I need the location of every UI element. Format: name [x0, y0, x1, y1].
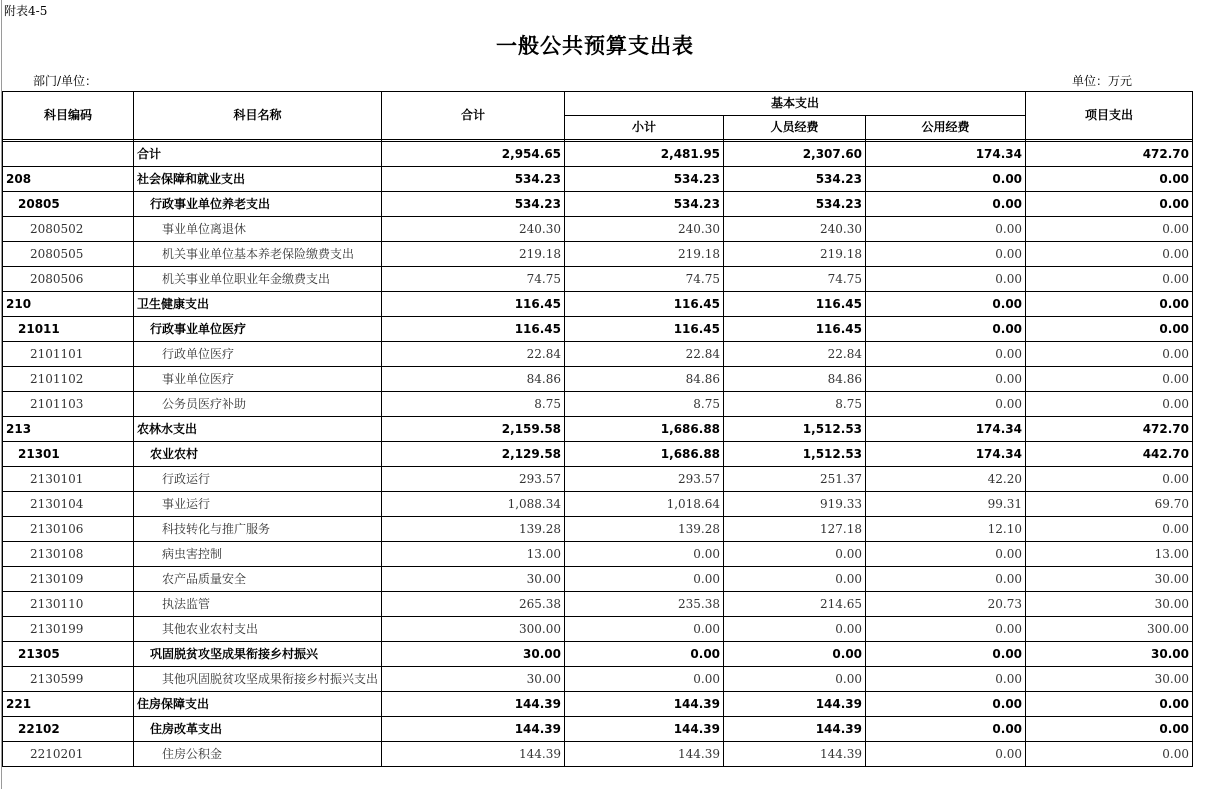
cell-project[interactable]: 0.00 — [1026, 342, 1193, 367]
cell-name[interactable]: 其他农业农村支出 — [134, 617, 382, 642]
cell-public[interactable]: 174.34 — [866, 442, 1026, 467]
table-row — [3, 467, 1193, 492]
table-row — [3, 667, 1193, 692]
cell-public[interactable]: 0.00 — [866, 342, 1026, 367]
cell-subtotal[interactable]: 534.23 — [565, 192, 724, 217]
cell-public[interactable]: 0.00 — [866, 217, 1026, 242]
cell-subtotal[interactable]: 534.23 — [565, 167, 724, 192]
cell-name[interactable]: 农林水支出 — [134, 417, 382, 442]
cell-code[interactable]: 2101101 — [3, 342, 134, 367]
cell-project[interactable]: 0.00 — [1026, 467, 1193, 492]
cell-project[interactable]: 0.00 — [1026, 692, 1193, 717]
cell-code[interactable]: 2130108 — [3, 542, 134, 567]
header-basic[interactable]: 基本支出 — [565, 92, 1026, 116]
cell-total[interactable]: 139.28 — [382, 517, 565, 542]
cell-subtotal[interactable]: 2,481.95 — [565, 142, 724, 167]
cell-subtotal[interactable]: 219.18 — [565, 242, 724, 267]
cell-personnel[interactable]: 0.00 — [724, 542, 866, 567]
cell-subtotal[interactable]: 0.00 — [565, 642, 724, 667]
table-row — [3, 317, 1193, 342]
cell-name[interactable]: 机关事业单位基本养老保险缴费支出 — [134, 242, 382, 267]
cell-total[interactable]: 30.00 — [382, 667, 565, 692]
cell-subtotal[interactable]: 0.00 — [565, 542, 724, 567]
cell-personnel[interactable]: 116.45 — [724, 292, 866, 317]
table-row — [3, 367, 1193, 392]
cell-code[interactable]: 2130101 — [3, 467, 134, 492]
cell-total[interactable]: 144.39 — [382, 692, 565, 717]
table-row — [3, 167, 1193, 192]
cell-public[interactable]: 174.34 — [866, 417, 1026, 442]
header-subtotal[interactable]: 小计 — [565, 116, 724, 140]
cell-name[interactable]: 行政单位医疗 — [134, 342, 382, 367]
cell-project[interactable]: 0.00 — [1026, 292, 1193, 317]
table-row — [3, 217, 1193, 242]
cell-code[interactable]: 2130110 — [3, 592, 134, 617]
header-project[interactable]: 项目支出 — [1026, 92, 1193, 140]
cell-name[interactable]: 事业单位医疗 — [134, 367, 382, 392]
cell-public[interactable]: 0.00 — [866, 617, 1026, 642]
cell-personnel[interactable]: 144.39 — [724, 692, 866, 717]
cell-subtotal[interactable]: 8.75 — [565, 392, 724, 417]
cell-code[interactable]: 2130109 — [3, 567, 134, 592]
cell-public[interactable]: 99.31 — [866, 492, 1026, 517]
cell-total[interactable]: 2,159.58 — [382, 417, 565, 442]
cell-name[interactable]: 科技转化与推广服务 — [134, 517, 382, 542]
cell-code[interactable]: 221 — [3, 692, 134, 717]
cell-personnel[interactable]: 127.18 — [724, 517, 866, 542]
cell-personnel[interactable]: 144.39 — [724, 717, 866, 742]
cell-total[interactable]: 116.45 — [382, 292, 565, 317]
cell-code[interactable]: 2080506 — [3, 267, 134, 292]
table-header — [3, 92, 1193, 142]
cell-name[interactable]: 农业农村 — [134, 442, 382, 467]
cell-subtotal[interactable]: 84.86 — [565, 367, 724, 392]
cell-code[interactable]: 2130199 — [3, 617, 134, 642]
cell-public[interactable]: 0.00 — [866, 742, 1026, 767]
cell-code[interactable]: 2080502 — [3, 217, 134, 242]
cell-personnel[interactable]: 1,512.53 — [724, 442, 866, 467]
cell-project[interactable]: 69.70 — [1026, 492, 1193, 517]
cell-name[interactable]: 病虫害控制 — [134, 542, 382, 567]
cell-personnel[interactable]: 534.23 — [724, 192, 866, 217]
cell-subtotal[interactable]: 293.57 — [565, 467, 724, 492]
cell-project[interactable]: 0.00 — [1026, 392, 1193, 417]
cell-subtotal[interactable]: 0.00 — [565, 667, 724, 692]
cell-personnel[interactable]: 219.18 — [724, 242, 866, 267]
cell-project[interactable]: 30.00 — [1026, 592, 1193, 617]
cell-personnel[interactable]: 8.75 — [724, 392, 866, 417]
cell-name[interactable]: 合计 — [134, 142, 382, 167]
table-row — [3, 142, 1193, 167]
cell-code[interactable]: 210 — [3, 292, 134, 317]
cell-project[interactable]: 472.70 — [1026, 142, 1193, 167]
table-row — [3, 242, 1193, 267]
header-name[interactable]: 科目名称 — [134, 92, 382, 140]
cell-subtotal[interactable]: 144.39 — [565, 717, 724, 742]
budget-table — [2, 91, 1193, 767]
cell-public[interactable]: 0.00 — [866, 667, 1026, 692]
table-row — [3, 417, 1193, 442]
table-row — [3, 292, 1193, 317]
cell-code[interactable]: 20805 — [3, 192, 134, 217]
cell-total[interactable]: 534.23 — [382, 192, 565, 217]
cell-subtotal[interactable]: 116.45 — [565, 317, 724, 342]
cell-personnel[interactable]: 0.00 — [724, 567, 866, 592]
cell-name[interactable]: 事业单位离退休 — [134, 217, 382, 242]
cell-total[interactable]: 84.86 — [382, 367, 565, 392]
cell-public[interactable]: 0.00 — [866, 642, 1026, 667]
cell-name[interactable]: 社会保障和就业支出 — [134, 167, 382, 192]
cell-project[interactable]: 0.00 — [1026, 742, 1193, 767]
table-row — [3, 492, 1193, 517]
cell-name[interactable]: 公务员医疗补助 — [134, 392, 382, 417]
cell-code[interactable]: 2130104 — [3, 492, 134, 517]
table-row — [3, 517, 1193, 542]
cell-code[interactable]: 21011 — [3, 317, 134, 342]
cell-project[interactable]: 30.00 — [1026, 642, 1193, 667]
cell-subtotal[interactable]: 1,686.88 — [565, 442, 724, 467]
table-row — [3, 192, 1193, 217]
cell-total[interactable]: 300.00 — [382, 617, 565, 642]
cell-personnel[interactable]: 0.00 — [724, 642, 866, 667]
cell-public[interactable]: 12.10 — [866, 517, 1026, 542]
cell-name[interactable]: 巩固脱贫攻坚成果衔接乡村振兴 — [134, 642, 382, 667]
table-row — [3, 642, 1193, 667]
cell-total[interactable]: 534.23 — [382, 167, 565, 192]
cell-subtotal[interactable]: 1,018.64 — [565, 492, 724, 517]
cell-public[interactable]: 42.20 — [866, 467, 1026, 492]
cell-project[interactable]: 442.70 — [1026, 442, 1193, 467]
cell-code[interactable]: 2130599 — [3, 667, 134, 692]
cell-code[interactable]: 213 — [3, 417, 134, 442]
cell-public[interactable]: 0.00 — [866, 542, 1026, 567]
cell-code[interactable]: 21305 — [3, 642, 134, 667]
cell-subtotal[interactable]: 139.28 — [565, 517, 724, 542]
cell-public[interactable]: 0.00 — [866, 567, 1026, 592]
cell-personnel[interactable]: 2,307.60 — [724, 142, 866, 167]
cell-personnel[interactable]: 0.00 — [724, 617, 866, 642]
header-personnel[interactable]: 人员经费 — [724, 116, 866, 140]
cell-total[interactable]: 30.00 — [382, 642, 565, 667]
cell-public[interactable]: 0.00 — [866, 267, 1026, 292]
table-row — [3, 617, 1193, 642]
cell-project[interactable]: 30.00 — [1026, 567, 1193, 592]
table-body — [3, 142, 1193, 767]
cell-total[interactable]: 116.45 — [382, 317, 565, 342]
page-title: 一般公共预算支出表 — [496, 33, 694, 58]
cell-public[interactable]: 0.00 — [866, 367, 1026, 392]
cell-public[interactable]: 0.00 — [866, 167, 1026, 192]
table-row — [3, 342, 1193, 367]
cell-public[interactable]: 0.00 — [866, 192, 1026, 217]
cell-total[interactable]: 144.39 — [382, 717, 565, 742]
cell-personnel[interactable]: 84.86 — [724, 367, 866, 392]
cell-project[interactable]: 300.00 — [1026, 617, 1193, 642]
cell-public[interactable]: 0.00 — [866, 692, 1026, 717]
cell-name[interactable]: 其他巩固脱贫攻坚成果衔接乡村振兴支出 — [134, 667, 382, 692]
cell-code[interactable]: 208 — [3, 167, 134, 192]
table-row — [3, 542, 1193, 567]
cell-name[interactable]: 行政事业单位医疗 — [134, 317, 382, 342]
cell-name[interactable]: 机关事业单位职业年金缴费支出 — [134, 267, 382, 292]
table-row — [3, 442, 1193, 467]
cell-project[interactable]: 0.00 — [1026, 167, 1193, 192]
appendix-label: 附表4-5 — [4, 4, 48, 18]
cell-public[interactable]: 174.34 — [866, 142, 1026, 167]
table-row — [3, 267, 1193, 292]
cell-total[interactable]: 2,954.65 — [382, 142, 565, 167]
cell-total[interactable]: 293.57 — [382, 467, 565, 492]
cell-total[interactable]: 13.00 — [382, 542, 565, 567]
cell-name[interactable]: 行政事业单位养老支出 — [134, 192, 382, 217]
table-row — [3, 742, 1193, 767]
cell-personnel[interactable]: 116.45 — [724, 317, 866, 342]
cell-project[interactable]: 0.00 — [1026, 217, 1193, 242]
cell-code[interactable]: 2210201 — [3, 742, 134, 767]
cell-subtotal[interactable]: 240.30 — [565, 217, 724, 242]
cell-personnel[interactable]: 0.00 — [724, 667, 866, 692]
cell-code[interactable]: 21301 — [3, 442, 134, 467]
cell-project[interactable]: 472.70 — [1026, 417, 1193, 442]
cell-subtotal[interactable]: 235.38 — [565, 592, 724, 617]
cell-subtotal[interactable]: 144.39 — [565, 742, 724, 767]
cell-personnel[interactable]: 74.75 — [724, 267, 866, 292]
cell-code[interactable]: 2101103 — [3, 392, 134, 417]
cell-project[interactable]: 0.00 — [1026, 717, 1193, 742]
cell-total[interactable]: 74.75 — [382, 267, 565, 292]
cell-code[interactable] — [3, 142, 134, 167]
cell-project[interactable]: 13.00 — [1026, 542, 1193, 567]
cell-code[interactable]: 2130106 — [3, 517, 134, 542]
cell-subtotal[interactable]: 0.00 — [565, 617, 724, 642]
cell-total[interactable]: 219.18 — [382, 242, 565, 267]
cell-subtotal[interactable]: 22.84 — [565, 342, 724, 367]
cell-public[interactable]: 0.00 — [866, 317, 1026, 342]
cell-name[interactable]: 农产品质量安全 — [134, 567, 382, 592]
table-row — [3, 717, 1193, 742]
cell-public[interactable]: 0.00 — [866, 292, 1026, 317]
table-row — [3, 392, 1193, 417]
cell-code[interactable]: 22102 — [3, 717, 134, 742]
cell-subtotal[interactable]: 74.75 — [565, 267, 724, 292]
cell-code[interactable]: 2080505 — [3, 242, 134, 267]
header-public[interactable]: 公用经费 — [866, 116, 1026, 140]
cell-public[interactable]: 0.00 — [866, 242, 1026, 267]
cell-total[interactable]: 30.00 — [382, 567, 565, 592]
table-row — [3, 592, 1193, 617]
cell-project[interactable]: 30.00 — [1026, 667, 1193, 692]
cell-project[interactable]: 0.00 — [1026, 267, 1193, 292]
table-row — [3, 567, 1193, 592]
cell-subtotal[interactable]: 1,686.88 — [565, 417, 724, 442]
cell-personnel[interactable]: 1,512.53 — [724, 417, 866, 442]
header-code[interactable]: 科目编码 — [3, 92, 134, 140]
cell-subtotal[interactable]: 116.45 — [565, 292, 724, 317]
cell-personnel[interactable]: 22.84 — [724, 342, 866, 367]
header-total[interactable]: 合计 — [382, 92, 565, 140]
cell-subtotal[interactable]: 144.39 — [565, 692, 724, 717]
cell-name[interactable]: 住房公积金 — [134, 742, 382, 767]
table-row — [3, 692, 1193, 717]
cell-name[interactable]: 执法监管 — [134, 592, 382, 617]
cell-total[interactable]: 22.84 — [382, 342, 565, 367]
cell-total[interactable]: 1,088.34 — [382, 492, 565, 517]
cell-total[interactable]: 144.39 — [382, 742, 565, 767]
cell-personnel[interactable]: 534.23 — [724, 167, 866, 192]
cell-total[interactable]: 240.30 — [382, 217, 565, 242]
cell-personnel[interactable]: 240.30 — [724, 217, 866, 242]
cell-total[interactable]: 2,129.58 — [382, 442, 565, 467]
cell-project[interactable]: 0.00 — [1026, 192, 1193, 217]
cell-total[interactable]: 8.75 — [382, 392, 565, 417]
cell-project[interactable]: 0.00 — [1026, 517, 1193, 542]
cell-personnel[interactable]: 919.33 — [724, 492, 866, 517]
cell-public[interactable]: 0.00 — [866, 717, 1026, 742]
cell-subtotal[interactable]: 0.00 — [565, 567, 724, 592]
cell-name[interactable]: 事业运行 — [134, 492, 382, 517]
cell-personnel[interactable]: 251.37 — [724, 467, 866, 492]
cell-name[interactable]: 住房保障支出 — [134, 692, 382, 717]
cell-public[interactable]: 0.00 — [866, 392, 1026, 417]
cell-personnel[interactable]: 214.65 — [724, 592, 866, 617]
unit-label: 单位：万元 — [1072, 74, 1133, 88]
cell-total[interactable]: 265.38 — [382, 592, 565, 617]
cell-name[interactable]: 住房改革支出 — [134, 717, 382, 742]
cell-project[interactable]: 0.00 — [1026, 242, 1193, 267]
cell-project[interactable]: 0.00 — [1026, 367, 1193, 392]
cell-personnel[interactable]: 144.39 — [724, 742, 866, 767]
cell-name[interactable]: 行政运行 — [134, 467, 382, 492]
cell-public[interactable]: 20.73 — [866, 592, 1026, 617]
department-label: 部门/单位： — [33, 74, 98, 88]
cell-project[interactable]: 0.00 — [1026, 317, 1193, 342]
cell-name[interactable]: 卫生健康支出 — [134, 292, 382, 317]
cell-code[interactable]: 2101102 — [3, 367, 134, 392]
